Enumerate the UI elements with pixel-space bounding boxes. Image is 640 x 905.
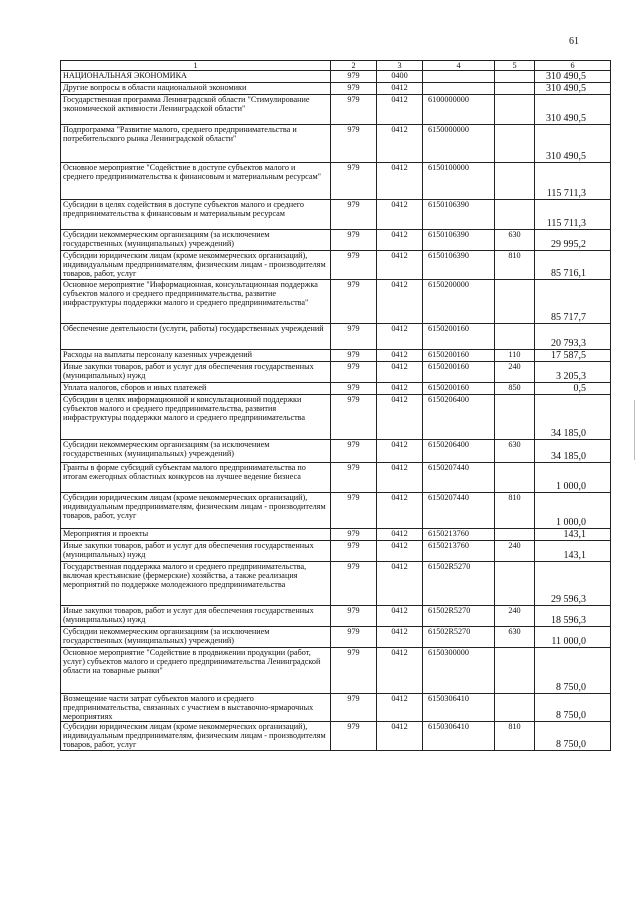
table-row: [61, 200, 611, 230]
table-row: [61, 694, 611, 722]
table-header-row: [61, 61, 611, 71]
header-col-4: 4: [423, 61, 495, 71]
row-target-article: 6150206400: [423, 395, 495, 440]
row-amount: 310 490,5: [535, 125, 611, 163]
row-amount: 115 711,3: [535, 163, 611, 200]
row-name: Иные закупки товаров, работ и услуг для обеспечения государственных (муниципальных) нужд: [61, 362, 331, 383]
row-amount: 143,1: [535, 529, 611, 541]
table-row: [61, 440, 611, 463]
row-section: 0400: [377, 71, 423, 83]
budget-table: [60, 60, 611, 751]
header-col-5: 5: [495, 61, 535, 71]
row-code: 979: [331, 230, 377, 251]
row-code: 979: [331, 324, 377, 350]
table-row: [61, 606, 611, 627]
row-name: Основное мероприятие "Информационная, консультационная поддержка субъектов малого и среднего предпринимательства, развитие инфраструктуры поддержки малого и среднего предпринимательства": [61, 280, 331, 324]
row-name: Иные закупки товаров, работ и услуг для обеспечения государственных (муниципальных) нужд: [61, 541, 331, 562]
row-target-article: 6150200000: [423, 280, 495, 324]
row-name: Государственная поддержка малого и среднего предпринимательства, включая крестьянские (фермерские) хозяйства, а также реализация мероприятий по поддержке молодежного предпринимательства: [61, 562, 331, 606]
row-section: 0412: [377, 163, 423, 200]
row-section: 0412: [377, 627, 423, 648]
row-code: 979: [331, 440, 377, 463]
row-amount: 8 750,0: [535, 694, 611, 722]
row-expense-type: 630: [495, 230, 535, 251]
row-target-article: 61502R5270: [423, 562, 495, 606]
table-row: [61, 493, 611, 529]
row-code: 979: [331, 383, 377, 395]
row-name: Гранты в форме субсидий субъектам малого предпринимательства по итогам ежегодных областных конкурсов на лучшее ведение бизнеса: [61, 463, 331, 493]
row-name: НАЦИОНАЛЬНАЯ ЭКОНОМИКА: [61, 71, 331, 83]
row-section: 0412: [377, 230, 423, 251]
row-code: 979: [331, 493, 377, 529]
row-section: 0412: [377, 350, 423, 362]
row-name: Основное мероприятие "Содействие в доступе субъектов малого и среднего предпринимательства к финансовым и материальным ресурсам": [61, 163, 331, 200]
row-name: Субсидии некоммерческим организациям (за исключением государственных (муниципальных) учреждений): [61, 627, 331, 648]
row-expense-type: [495, 562, 535, 606]
row-amount: 310 490,5: [535, 71, 611, 83]
row-target-article: 6150106390: [423, 251, 495, 280]
row-section: 0412: [377, 125, 423, 163]
row-amount: 310 490,5: [535, 83, 611, 95]
row-name: Подпрограмма "Развитие малого, среднего предпринимательства и потребительского рынка Ленинградской области": [61, 125, 331, 163]
row-name: Государственная программа Ленинградской области "Стимулирование экономической активности Ленинградской области": [61, 95, 331, 125]
row-amount: 20 793,3: [535, 324, 611, 350]
row-expense-type: 240: [495, 606, 535, 627]
row-name: Расходы на выплаты персоналу казенных учреждений: [61, 350, 331, 362]
row-expense-type: [495, 694, 535, 722]
header-col-3: 3: [377, 61, 423, 71]
row-expense-type: [495, 463, 535, 493]
table-row: [61, 324, 611, 350]
page-number: 61: [569, 36, 579, 47]
row-section: 0412: [377, 541, 423, 562]
row-expense-type: 110: [495, 350, 535, 362]
row-name: Возмещение части затрат субъектов малого и среднего предпринимательства, связанных с участием в выставочно-ярмарочных мероприятиях: [61, 694, 331, 722]
table-row: [61, 562, 611, 606]
row-name: Субсидии юридическим лицам (кроме некоммерческих организаций), индивидуальным предпринимателям, физическим лицам - производителям товаров, работ, услуг: [61, 493, 331, 529]
row-code: 979: [331, 125, 377, 163]
row-target-article: 6150213760: [423, 529, 495, 541]
row-section: 0412: [377, 83, 423, 95]
row-amount: 11 000,0: [535, 627, 611, 648]
row-amount: 8 750,0: [535, 722, 611, 750]
row-expense-type: [495, 324, 535, 350]
row-amount: 143,1: [535, 541, 611, 562]
row-target-article: [423, 83, 495, 95]
row-target-article: 6150000000: [423, 125, 495, 163]
row-amount: 34 185,0: [535, 395, 611, 440]
row-name: Субсидии некоммерческим организациям (за исключением государственных (муниципальных) учреждений): [61, 230, 331, 251]
row-code: 979: [331, 251, 377, 280]
header-col-6: 6: [535, 61, 611, 71]
row-amount: 17 587,5: [535, 350, 611, 362]
row-code: 979: [331, 71, 377, 83]
row-code: 979: [331, 648, 377, 694]
row-section: 0412: [377, 722, 423, 750]
row-name: Субсидии в целях содействия в доступе субъектов малого и среднего предпринимательства к финансовым и материальным ресурсам: [61, 200, 331, 230]
row-name: Субсидии в целях информационной и консультационной поддержки субъектов малого и среднего предпринимательства, развития инфраструктуры поддержки малого и среднего предпринимательства: [61, 395, 331, 440]
row-target-article: 6150206400: [423, 440, 495, 463]
row-section: 0412: [377, 493, 423, 529]
sheet-edge-mark: [634, 400, 635, 460]
row-expense-type: [495, 529, 535, 541]
row-expense-type: [495, 125, 535, 163]
row-section: 0412: [377, 324, 423, 350]
row-amount: 310 490,5: [535, 95, 611, 125]
row-amount: 18 596,3: [535, 606, 611, 627]
row-name: Иные закупки товаров, работ и услуг для обеспечения государственных (муниципальных) нужд: [61, 606, 331, 627]
row-code: 979: [331, 694, 377, 722]
row-target-article: 6150207440: [423, 493, 495, 529]
row-section: 0412: [377, 383, 423, 395]
row-name: Мероприятия и проекты: [61, 529, 331, 541]
table-row: [61, 648, 611, 694]
row-expense-type: 810: [495, 251, 535, 280]
row-section: 0412: [377, 562, 423, 606]
row-section: 0412: [377, 529, 423, 541]
row-section: 0412: [377, 648, 423, 694]
row-section: 0412: [377, 95, 423, 125]
row-target-article: [423, 71, 495, 83]
row-expense-type: [495, 395, 535, 440]
row-expense-type: 810: [495, 722, 535, 750]
row-target-article: 61502R5270: [423, 627, 495, 648]
row-name: Субсидии юридическим лицам (кроме некоммерческих организаций), индивидуальным предпринимателям, физическим лицам - производителям товаров, работ, услуг: [61, 251, 331, 280]
row-target-article: 6150100000: [423, 163, 495, 200]
row-expense-type: [495, 95, 535, 125]
row-code: 979: [331, 83, 377, 95]
row-amount: 8 750,0: [535, 648, 611, 694]
row-target-article: 6150207440: [423, 463, 495, 493]
row-expense-type: [495, 83, 535, 95]
row-section: 0412: [377, 694, 423, 722]
table-row: [61, 463, 611, 493]
table-row: [61, 350, 611, 362]
table-row: [61, 251, 611, 280]
table-row: [61, 163, 611, 200]
row-code: 979: [331, 606, 377, 627]
row-code: 979: [331, 541, 377, 562]
row-expense-type: [495, 200, 535, 230]
row-name: Основное мероприятие "Содействие в продвижении продукции (работ, услуг) субъектов малого и среднего предпринимательства Ленинградской области на товарные рынки": [61, 648, 331, 694]
row-expense-type: 630: [495, 627, 535, 648]
row-target-article: 6150106390: [423, 200, 495, 230]
row-name: Уплата налогов, сборов и иных платежей: [61, 383, 331, 395]
row-section: 0412: [377, 395, 423, 440]
row-expense-type: 240: [495, 362, 535, 383]
table-row: [61, 541, 611, 562]
row-target-article: 6150306410: [423, 722, 495, 750]
row-code: 979: [331, 95, 377, 125]
table-row: [61, 395, 611, 440]
table-row: [61, 83, 611, 95]
table-row: [61, 383, 611, 395]
row-section: 0412: [377, 362, 423, 383]
row-amount: 29 995,2: [535, 230, 611, 251]
table-row: [61, 230, 611, 251]
row-amount: 115 711,3: [535, 200, 611, 230]
row-section: 0412: [377, 251, 423, 280]
row-amount: 0,5: [535, 383, 611, 395]
table-body: [61, 71, 611, 751]
row-code: 979: [331, 350, 377, 362]
row-amount: 85 716,1: [535, 251, 611, 280]
row-target-article: 6100000000: [423, 95, 495, 125]
row-code: 979: [331, 529, 377, 541]
row-amount: 3 205,3: [535, 362, 611, 383]
row-name: Субсидии юридическим лицам (кроме некоммерческих организаций), индивидуальным предпринимателям, физическим лицам - производителям товаров, работ, услуг: [61, 722, 331, 750]
row-name: Другие вопросы в области национальной экономики: [61, 83, 331, 95]
row-expense-type: [495, 71, 535, 83]
row-expense-type: [495, 280, 535, 324]
table-row: [61, 362, 611, 383]
row-amount: 85 717,7: [535, 280, 611, 324]
row-expense-type: 630: [495, 440, 535, 463]
table-row: [61, 280, 611, 324]
row-expense-type: 240: [495, 541, 535, 562]
table-row: [61, 627, 611, 648]
row-target-article: 6150200160: [423, 383, 495, 395]
table-row: [61, 722, 611, 750]
row-amount: 1 000,0: [535, 463, 611, 493]
row-section: 0412: [377, 606, 423, 627]
row-expense-type: [495, 163, 535, 200]
row-target-article: 6150300000: [423, 648, 495, 694]
row-target-article: 6150200160: [423, 324, 495, 350]
row-code: 979: [331, 362, 377, 383]
table-row: [61, 71, 611, 83]
row-code: 979: [331, 280, 377, 324]
table-row: [61, 529, 611, 541]
row-target-article: 6150306410: [423, 694, 495, 722]
row-code: 979: [331, 722, 377, 750]
row-target-article: 6150200160: [423, 350, 495, 362]
row-amount: 1 000,0: [535, 493, 611, 529]
row-target-article: 6150106390: [423, 230, 495, 251]
row-target-article: 6150213760: [423, 541, 495, 562]
row-section: 0412: [377, 440, 423, 463]
row-code: 979: [331, 463, 377, 493]
row-expense-type: 850: [495, 383, 535, 395]
row-code: 979: [331, 200, 377, 230]
row-expense-type: [495, 648, 535, 694]
row-amount: 29 596,3: [535, 562, 611, 606]
row-code: 979: [331, 163, 377, 200]
row-section: 0412: [377, 200, 423, 230]
row-section: 0412: [377, 463, 423, 493]
table-row: [61, 95, 611, 125]
row-amount: 34 185,0: [535, 440, 611, 463]
row-expense-type: 810: [495, 493, 535, 529]
row-code: 979: [331, 562, 377, 606]
row-code: 979: [331, 627, 377, 648]
table-row: [61, 125, 611, 163]
row-name: Субсидии некоммерческим организациям (за исключением государственных (муниципальных) учреждений): [61, 440, 331, 463]
row-target-article: 61502R5270: [423, 606, 495, 627]
row-target-article: 6150200160: [423, 362, 495, 383]
header-col-1: 1: [61, 61, 331, 71]
header-col-2: 2: [331, 61, 377, 71]
row-section: 0412: [377, 280, 423, 324]
row-code: 979: [331, 395, 377, 440]
row-name: Обеспечение деятельности (услуги, работы) государственных учреждений: [61, 324, 331, 350]
